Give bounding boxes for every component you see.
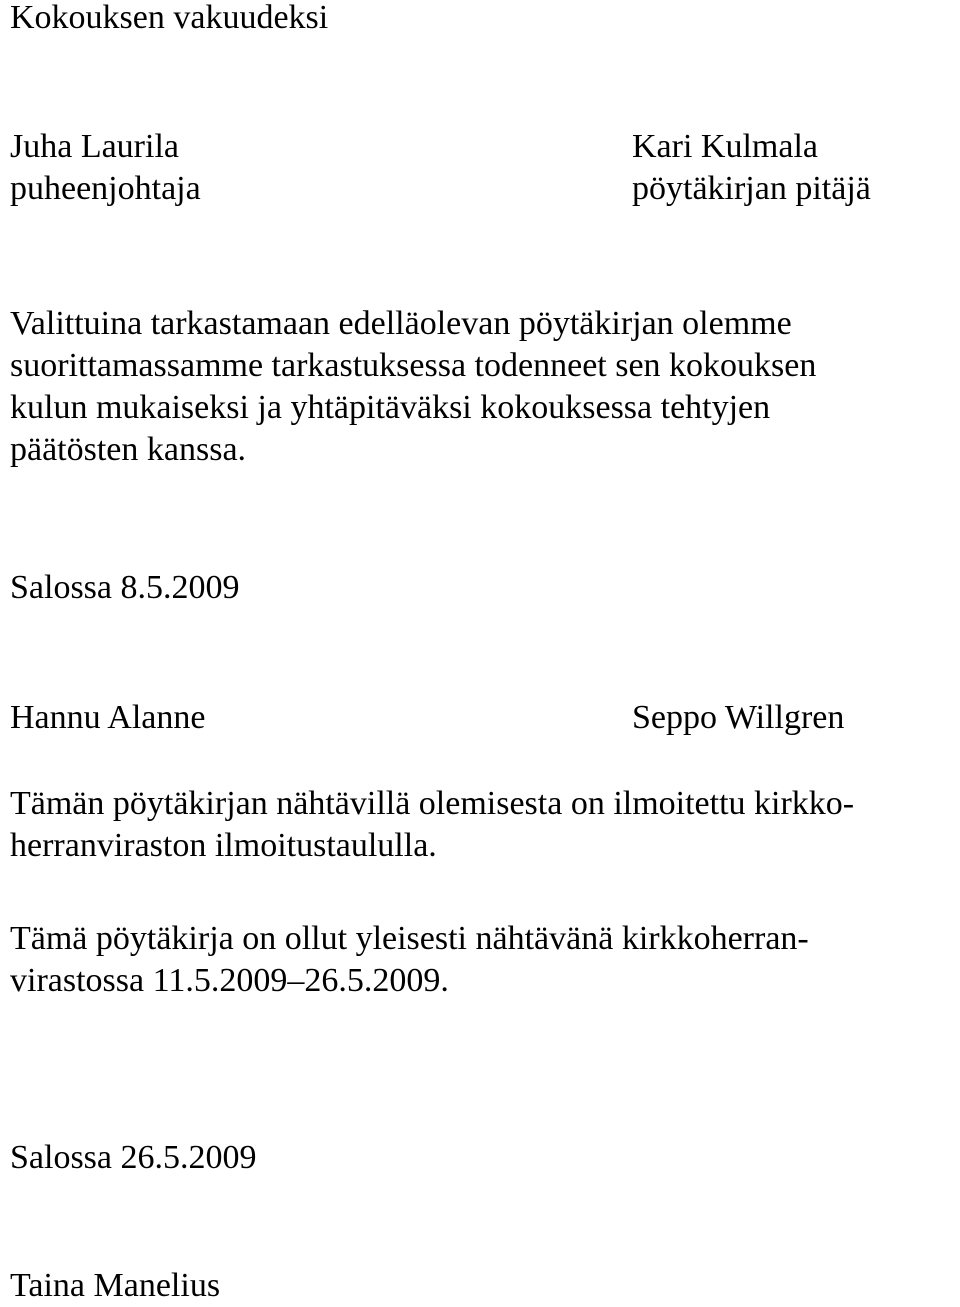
place-date-first: Salossa 8.5.2009 [10,569,240,606]
notice-paragraph [10,783,955,867]
final-signature-name: Taina Manelius [10,1267,221,1304]
verification-line: päätösten kanssa. [10,431,247,468]
display-paragraph [10,918,955,1002]
secretary-role: pöytäkirjan pitäjä [632,170,871,207]
heading: Kokouksen vakuudeksi [10,0,329,36]
verification-line: kulun mukaiseksi ja yhtäpitäväksi kokouksessa tehtyjen [10,389,771,426]
examiner-name-left: Hannu Alanne [10,699,206,736]
chair-name: Juha Laurila [10,128,179,165]
place-date-second: Salossa 26.5.2009 [10,1139,257,1176]
examiner-name-right: Seppo Willgren [632,699,845,736]
notice-line: herranviraston ilmoitustaululla. [10,827,437,864]
secretary-name: Kari Kulmala [632,128,818,165]
display-line: Tämä pöytäkirja on ollut yleisesti nähtävänä kirkkoherran- [10,920,809,957]
verification-line: suorittamassamme tarkastuksessa todenneet sen kokouksen [10,347,817,384]
chair-role: puheenjohtaja [10,170,201,207]
notice-line: Tämän pöytäkirjan nähtävillä olemisesta on ilmoitettu kirkko- [10,785,855,822]
verification-paragraph [10,303,955,471]
display-line: virastossa 11.5.2009–26.5.2009. [10,962,449,999]
verification-line: Valittuina tarkastamaan edelläolevan pöytäkirjan olemme [10,305,792,342]
